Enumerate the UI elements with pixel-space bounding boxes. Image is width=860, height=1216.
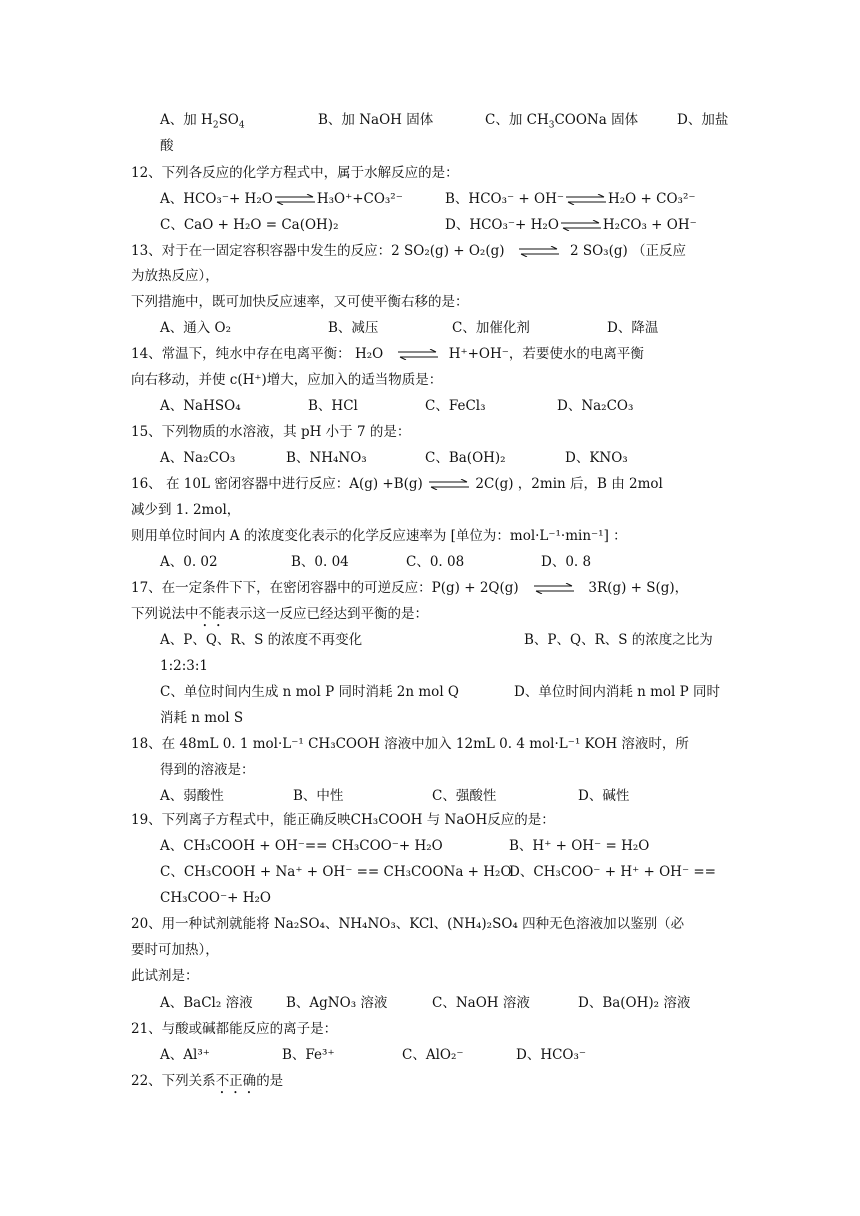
q20-option-d: D、Ba(OH)₂ 溶液 — [578, 995, 691, 1011]
q15-option-b: B、NH₄NO₃ — [286, 450, 367, 466]
q18-option-a: A、弱酸性 — [160, 788, 224, 804]
q16-option-a: A、0. 02 — [160, 554, 218, 570]
q17-option-a: A、P、Q、R、S 的浓度不再变化 — [160, 632, 363, 648]
q14-option-a: A、NaHSO₄ — [160, 398, 241, 414]
q19-option-a: A、CH₃COOH + OH⁻== CH₃COO⁻+ H₂O — [160, 838, 443, 854]
q16-stem-wrap: 减少到 1. 2mol， — [131, 502, 241, 518]
q17-stem: 17、在一定条件下下，在密闭容器中的可逆反应：P(g) + 2Q(g) 3R(g) + S(g)， — [131, 580, 689, 596]
equilibrium-arrow-icon — [561, 220, 601, 231]
q16-option-b: B、0. 04 — [291, 554, 349, 570]
q14-option-b: B、HCl — [308, 398, 358, 414]
q14-stem: 14、常温下，纯水中存在电离平衡： H₂O H⁺+OH⁻，若要使水的电离平衡 — [131, 346, 644, 362]
q18-stem: 18、在 48mL 0. 1 mol·L⁻¹ CH₃COOH 溶液中加入 12mL 0. 4 mol·L⁻¹ KOH 溶液时，所 — [131, 736, 689, 752]
equilibrium-arrow-icon — [429, 479, 469, 490]
q12-option-b: B、HCO₃⁻ + OH⁻ H₂O + CO₃²⁻ — [445, 191, 696, 207]
q19-option-b: B、H⁺ + OH⁻ = H₂O — [509, 838, 650, 854]
q19-option-d: D、CH₃COO⁻ + H⁺ + OH⁻ == — [509, 864, 716, 880]
q15-option-d: D、KNO₃ — [565, 450, 628, 466]
q14-stem-wrap: 向右移动，并使 c(H⁺)增大，应加入的适当物质是： — [131, 372, 443, 388]
q12-option-d: D、HCO₃⁻+ H₂O H₂CO₃ + OH⁻ — [445, 217, 697, 233]
q17-stem-wrap: 下列说法中不能表示这一反应已经达到平衡的是： — [131, 606, 428, 622]
q19-option-c: C、CH₃COOH + Na⁺ + OH⁻ == CH₃COONa + H₂O — [160, 864, 512, 880]
q17-option-c: C、单位时间内生成 n mol P 同时消耗 2n mol Q — [160, 684, 459, 700]
equilibrium-arrow-icon — [519, 246, 559, 257]
q20-option-c: C、NaOH 溶液 — [432, 995, 530, 1011]
q15-option-a: A、Na₂CO₃ — [160, 450, 236, 466]
q22-stem: 22、下列关系不正确的是 — [131, 1073, 284, 1089]
q11-option-d-wrap: 酸 — [160, 138, 174, 154]
q20-option-a: A、BaCl₂ 溶液 — [160, 995, 253, 1011]
q13-stem: 13、对于在一固定容积容器中发生的反应：2 SO₂(g) + O₂(g) 2 SO₃(g) （正反应 — [131, 243, 687, 259]
q15-option-c: C、Ba(OH)₂ — [425, 450, 506, 466]
q13-option-c: C、加催化剂 — [452, 320, 530, 336]
q18-option-d: D、碱性 — [578, 788, 630, 804]
q16-option-d: D、0. 8 — [541, 554, 592, 570]
q11-option-a: A、加 $H_2SO_4$ — [160, 112, 245, 131]
equilibrium-arrow-icon — [275, 194, 315, 205]
q21-option-c: C、AlO₂⁻ — [402, 1047, 464, 1063]
equilibrium-arrow-icon — [398, 349, 438, 360]
q16-stem: 16、 在 10L 密闭容器中进行反应：A(g) +B(g) 2C(g) ，2min 后，B 由 2mol — [131, 476, 663, 492]
q15-stem: 15、下列物质的水溶液，其 pH 小于 7 的是： — [131, 424, 411, 440]
q20-option-b: B、AgNO₃ 溶液 — [286, 995, 388, 1011]
q13-option-b: B、减压 — [328, 320, 379, 336]
q21-option-a: A、Al³⁺ — [160, 1047, 210, 1063]
q12-option-c: C、CaO + H₂O = Ca(OH)₂ — [160, 217, 339, 233]
q12-option-a: A、HCO₃⁻+ H₂O H₃O⁺+CO₃²⁻ — [160, 191, 403, 207]
q12-stem: 12、下列各反应的化学方程式中，属于水解反应的是： — [131, 165, 459, 181]
q14-option-d: D、Na₂CO₃ — [557, 398, 634, 414]
q16-stem-2: 则用单位时间内 A 的浓度变化表示的化学反应速率为 [单位为：mol·L⁻¹·min⁻¹] ： — [131, 528, 627, 544]
q19-option-d-wrap: CH₃COO⁻+ H₂O — [160, 890, 271, 906]
q17-option-d: D、单位时间内消耗 n mol P 同时 — [514, 684, 721, 700]
q13-stem-wrap: 为放热反应）， — [131, 268, 219, 284]
q20-stem-2: 此试剂是： — [131, 968, 199, 984]
equilibrium-arrow-icon — [566, 194, 606, 205]
q13-option-d: D、降温 — [607, 320, 659, 336]
q17-option-d-wrap: 消耗 n mol S — [160, 710, 244, 726]
q21-option-b: B、Fe³⁺ — [282, 1047, 335, 1063]
q19-stem: 19、下列离子方程式中，能正确反映CH₃COOH 与 NaOH反应的是： — [131, 812, 555, 828]
q11-option-b: B、加 NaOH 固体 — [318, 112, 434, 128]
q13-stem-2: 下列措施中，既可加快反应速率，又可使平衡右移的是： — [131, 294, 469, 310]
q20-stem: 20、用一种试剂就能将 Na₂SO₄、NH₄NO₃、KCl、(NH₄)₂SO₄ 四种无色溶液加以鉴别（必 — [131, 916, 685, 932]
q16-option-c: C、0. 08 — [406, 554, 465, 570]
q17-option-b-wrap: 1:2:3:1 — [160, 658, 209, 674]
q21-option-d: D、HCO₃⁻ — [516, 1047, 587, 1063]
q13-option-a: A、通入 O₂ — [160, 320, 232, 336]
q14-option-c: C、FeCl₃ — [425, 398, 486, 414]
q11-option-d: D、加盐 — [677, 112, 729, 128]
equilibrium-arrow-icon — [534, 583, 574, 594]
q20-stem-wrap: 要时可加热）， — [131, 942, 219, 958]
q17-option-b: B、P、Q、R、S 的浓度之比为 — [524, 632, 713, 648]
q18-stem-wrap: 得到的溶液是： — [160, 762, 255, 778]
q21-stem: 21、与酸或碱都能反应的离子是： — [131, 1021, 338, 1037]
q18-option-b: B、中性 — [293, 788, 344, 804]
q18-option-c: C、强酸性 — [432, 788, 497, 804]
q11-option-c: C、加 $CH_3COONa$ 固体 — [485, 112, 639, 131]
